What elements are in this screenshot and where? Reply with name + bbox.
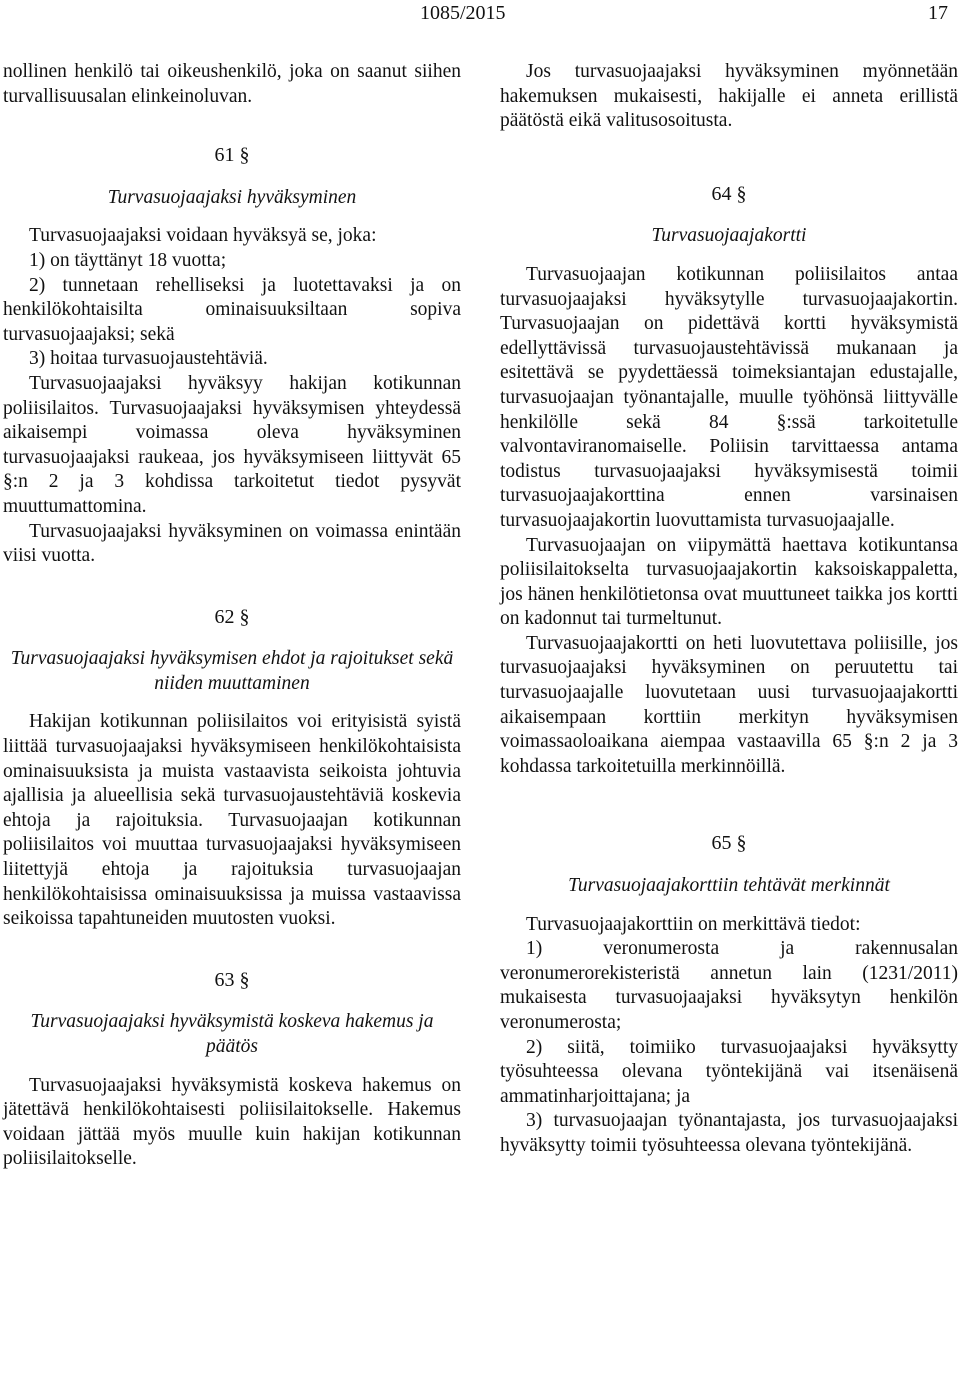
- section-63: [3, 968, 461, 1060]
- section-number: 62 §: [214, 605, 250, 628]
- paragraph: Jos turvasuojaajaksi hyväksyminen myönnetään hakemuksen mukaisesti, hakijalle ei anneta erillistä päätöstä eikä valitusosoitusta.: [500, 61, 958, 132]
- paragraph: Turvasuojaajakortti on heti luovutettava poliisille, jos turvasuojaajaksi hyväksyminen on peruutettu tai turvasuojaajalle luovutetaan uusi turvasuojaajakortti aikaisempaan korttiin merkityn hyväksymisen voimassaoloaikana aiempaa vastaavilla 65 §:n 2 ja 3 kohdassa tarkoitetuilla merkinnöillä.: [500, 632, 958, 777]
- section-62: [3, 605, 461, 697]
- right-column: [500, 60, 958, 1159]
- list-item: 3) turvasuojaajan työnantajasta, jos turvasuojaajaksi hyväksytty toimii työsuhteessa olevana työntekijänä.: [500, 1110, 958, 1156]
- left-column: [3, 60, 461, 1172]
- section-number: 65 §: [711, 832, 747, 855]
- page-header: [0, 0, 960, 30]
- section-61: [3, 143, 461, 210]
- paragraph: nollinen henkilö tai oikeushenkilö, joka on saanut siihen turvallisuusalan elinkeinoluvan.: [3, 61, 461, 107]
- section-title: Turvasuojaajaksi hyväksyminen: [107, 186, 357, 208]
- paragraph: Turvasuojaajaksi hyväksyminen on voimassa enintään viisi vuotta.: [3, 520, 461, 567]
- section-title: Turvasuojaajaksi hyväksymisen ehdot ja rajoitukset sekä niiden muuttaminen: [10, 648, 454, 694]
- list-item: 2) tunnetaan rehelliseksi ja luotettavaksi ja on henkilökohtaisilta ominaisuuksiltaan sopiva turvasuojaajaksi; sekä: [3, 274, 461, 345]
- paragraph: Turvasuojaajaksi hyväksymistä koskeva hakemus on jätettävä henkilökohtaisesti poliisilaitokselle. Hakemus voidaan jättää myös muulle kuin hakijan kotikunnan poliisilaitokselle.: [3, 1074, 461, 1170]
- section-number: 63 §: [214, 968, 250, 991]
- list-item: 2) siitä, toimiiko turvasuojaajaksi hyväksytty työsuhteessa olevana työntekijänä vai itsenäisenä ammatinharjoittajana; ja: [500, 1036, 958, 1107]
- section-title: Turvasuojaajaksi hyväksymistä koskeva hakemus ja päätös: [30, 1011, 434, 1057]
- section-number: 64 §: [711, 182, 747, 205]
- paragraph: Turvasuojaajakorttiin on merkittävä tiedot:: [526, 913, 861, 935]
- list-item: 1) veronumerosta ja rakennusalan veronumerorekisteristä annetun lain (1231/2011) mukaisesta turvasuojaajaksi hyväksytyn henkilön veronumerosta;: [500, 938, 958, 1033]
- list: [3, 249, 461, 372]
- paragraph: Turvasuojaajan kotikunnan poliisilaitos antaa turvasuojaajaksi hyväksytylle turvasuojaajakortin. Turvasuojaajan on pidettävä kortti hyväksymistä edellyttävissä turvasuojaustehtävissä mukanaan ja esitettävä se pyydettäessä toimeksiantajan edustajalle, turvasuojaajan työnantajalle, muulle työhönsä liittyvälle henkilölle sekä 84 §:ssä tarkoitetulle valvontaviranomaiselle. Poliisin tarvittaessa antama todistus turvasuojaajaksi hyväksymisestä toimii turvasuojaajakorttina ennen varsinaisen turvasuojaajakortin luovuttamista turvasuojaajalle.: [500, 263, 958, 531]
- paragraph: Turvasuojaajan on viipymättä haettava kotikuntansa poliisilaitokselta turvasuojaajakortin kaksoiskappaletta, jos hänen henkilötietonsa ovat muuttuneet taikka jos kortti on kadonnut tai turmeltunut.: [500, 534, 958, 630]
- paragraph: Hakijan kotikunnan poliisilaitos voi erityisistä syistä liittää turvasuojaajaksi hyväksymiseen henkilökohtaisista ominaisuuksista ja muista vastaavista seikoista johtuvia ajallisia ja alueellisia sekä turvasuojaustehtäviä koskevia ehtoja ja rajoituksia. Turvasuojaajan kotikunnan poliisilaitos voi muuttaa turvasuojaajaksi hyväksymiseen liitettyjä ehtoja ja rajoituksia turvasuojaajan henkilökohtaisissa ominaisuuksissa ja muissa vastaavissa seikoissa tapahtuneiden muutosten vuoksi.: [3, 711, 461, 930]
- list-item: 1) on täyttänyt 18 vuotta;: [29, 249, 227, 271]
- paragraph: Turvasuojaajaksi hyväksyy hakijan kotikunnan poliisilaitos. Turvasuojaajaksi hyväksymisen yhteydessä aikaisempi voimassa oleva hyväksyminen turvasuojaajaksi raukeaa, jos hyväksymiseen liittyvät 65 §:n 2 ja 3 kohdissa tarkoitetut tiedot pysyvät muuttumattomina.: [3, 372, 461, 517]
- list: [500, 937, 958, 1158]
- section-number: 61 §: [214, 144, 250, 167]
- page-number: 17: [928, 2, 948, 24]
- section-title: Turvasuojaajakortti: [651, 225, 807, 247]
- list-item: 3) hoitaa turvasuojaustehtäviä.: [29, 348, 268, 370]
- paragraph: Turvasuojaajaksi voidaan hyväksyä se, joka:: [29, 225, 377, 247]
- statute-reference: 1085/2015: [420, 2, 506, 24]
- section-title: Turvasuojaajakorttiin tehtävät merkinnät: [568, 875, 890, 897]
- section-65: [500, 831, 958, 898]
- section-64: [500, 182, 958, 249]
